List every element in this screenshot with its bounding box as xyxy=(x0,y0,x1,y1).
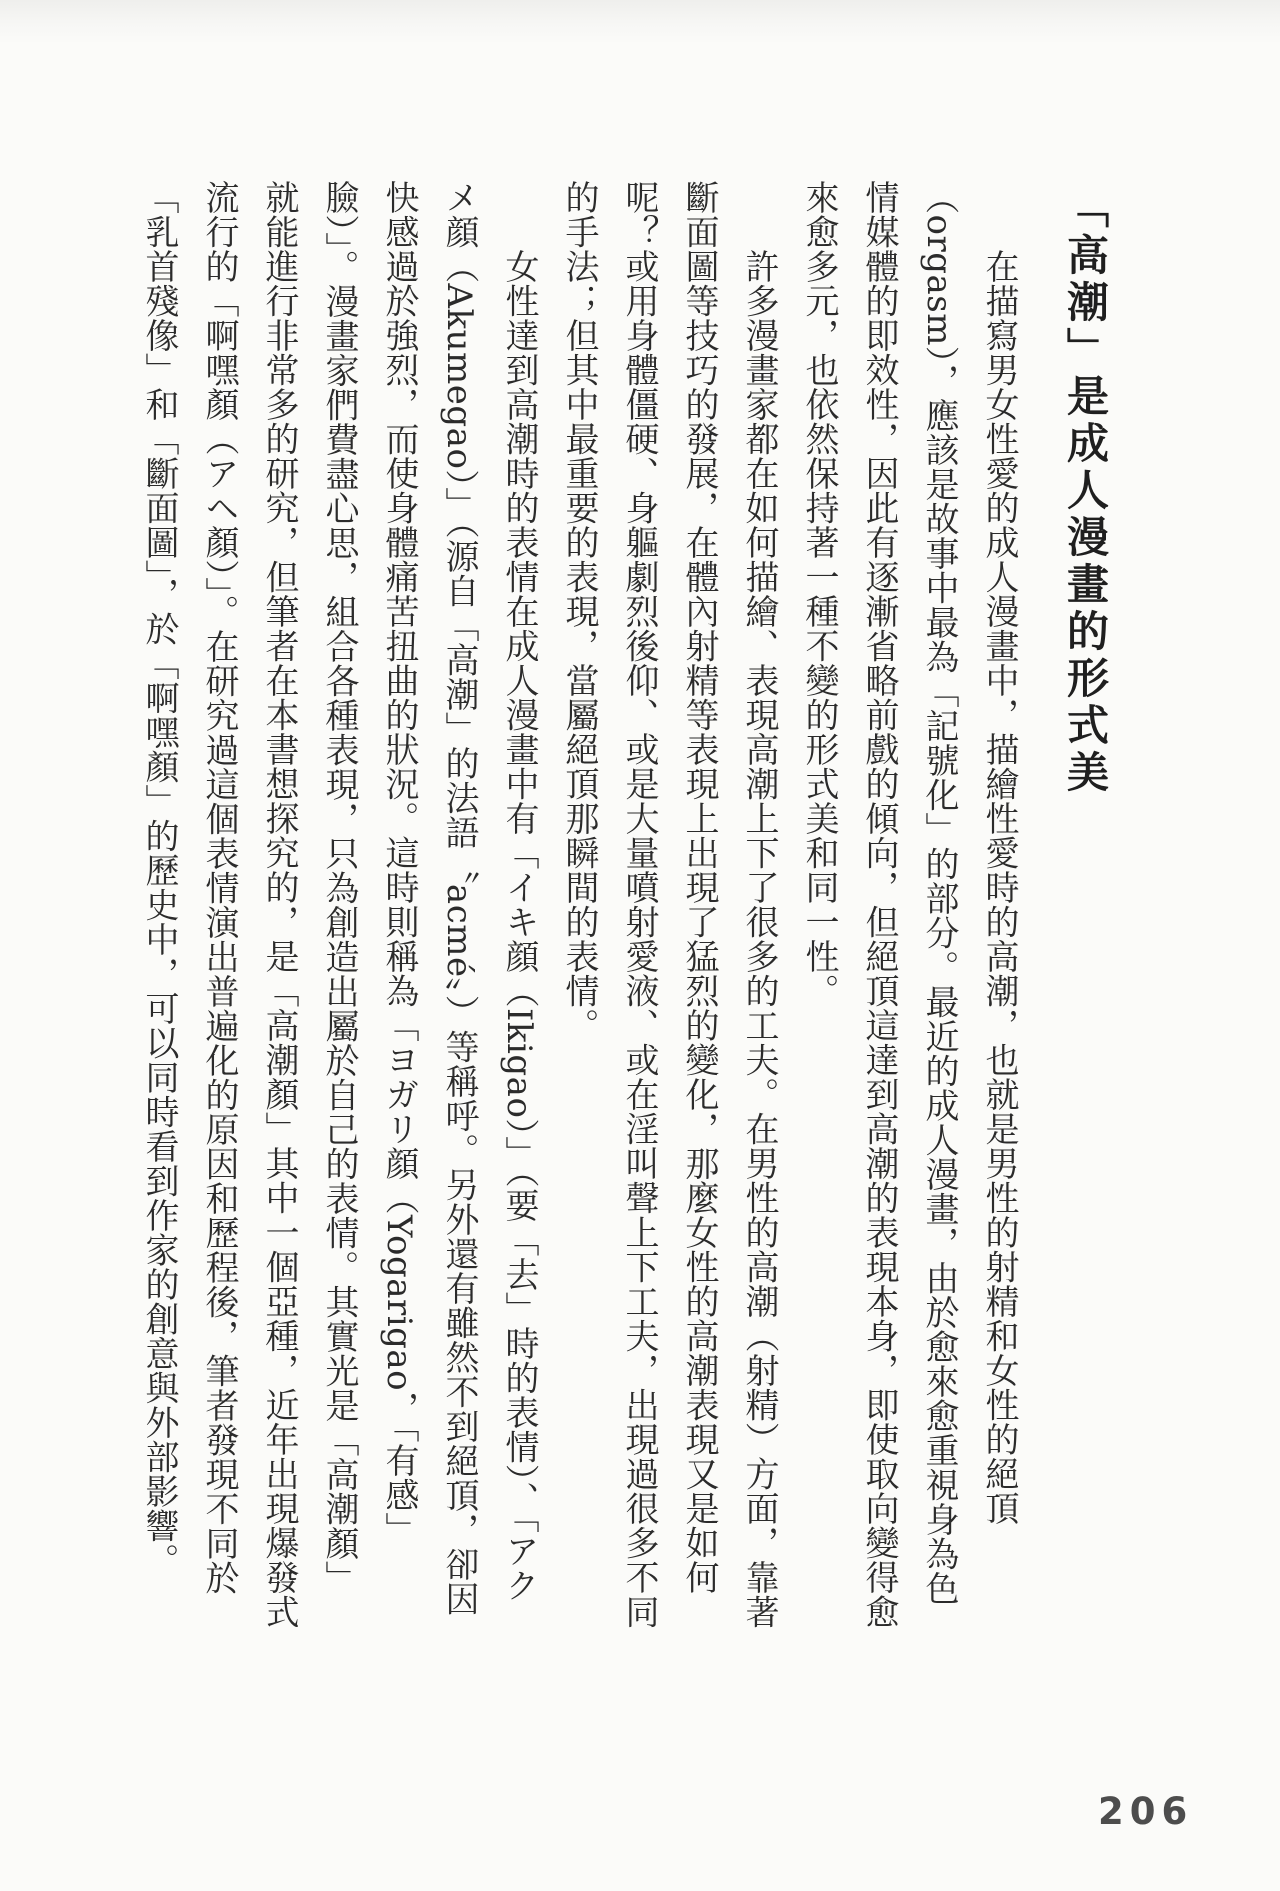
text-column: 流行的「啊嘿顏（アヘ顏）」。在研究過這個表情演出普遍化的原因和歷程後，筆者發現不同於 xyxy=(199,180,239,1595)
text-column: （orgasm），應該是故事中最為「記號化」的部分。最近的成人漫畫，由於愈來愈重視身為色 xyxy=(919,180,959,1606)
text-column: 情媒體的即效性，因此有逐漸省略前戲的傾向，但絕頂這達到高潮的表現本身，即使取向變得愈 xyxy=(859,180,899,1629)
text-column: 的手法；但其中最重要的表現，當屬絕頂那瞬間的表情。 xyxy=(559,180,599,1043)
text-column: 臉）」。漫畫家們費盡心思，組合各種表現，只為創造出屬於自己的表情。其實光是「高潮顏」 xyxy=(319,180,359,1595)
text-column: 女性達到高潮時的表情在成人漫畫中有「イキ顔（Ikigao）」（要「去」時的表情）、「アク xyxy=(499,180,539,1603)
text-column: 來愈多元，也依然保持著一種不變的形式美和同一性。 xyxy=(799,180,839,1008)
page-number: 206 xyxy=(1098,1790,1194,1833)
scan-artifact-top xyxy=(0,0,1280,55)
text-column: 呢？或用身體僵硬、身軀劇烈後仰、或是大量噴射愛液、或在淫叫聲上下工夫，出現過很多不同 xyxy=(619,180,659,1629)
text-column: 「乳首殘像」和「斷面圖」，於「啊嘿顏」的歷史中，可以同時看到作家的創意與外部影響。 xyxy=(139,180,179,1578)
text-column: 在描寫男女性愛的成人漫畫中，描繪性愛時的高潮，也就是男性的射精和女性的絕頂 xyxy=(979,180,1019,1526)
text-column: 許多漫畫家都在如何描繪、表現高潮上下了很多的工夫。在男性的高潮（射精）方面，靠著 xyxy=(739,180,779,1629)
vertical-text-block xyxy=(129,180,1117,1635)
text-column: メ顔（Akumegao）」（源自「高潮」的法語〝acmé〞）等稱呼。另外還有雖然不到絕頂，卻因 xyxy=(439,180,479,1617)
text-column: 就能進行非常多的研究，但筆者在本書想探究的，是「高潮顏」其中一個亞種，近年出現爆發式 xyxy=(259,180,299,1629)
page-title: 「高潮」是成人漫畫的形式美 xyxy=(1062,186,1109,797)
text-column: 斷面圖等技巧的發展，在體內射精等表現上出現了猛烈的變化，那麼女性的高潮表現又是如何 xyxy=(679,180,719,1595)
text-column: 快感過於強烈，而使身體痛苦扭曲的狀況。這時則稱為「ヨガリ顔（Yogarigao，「有感」 xyxy=(379,180,419,1547)
